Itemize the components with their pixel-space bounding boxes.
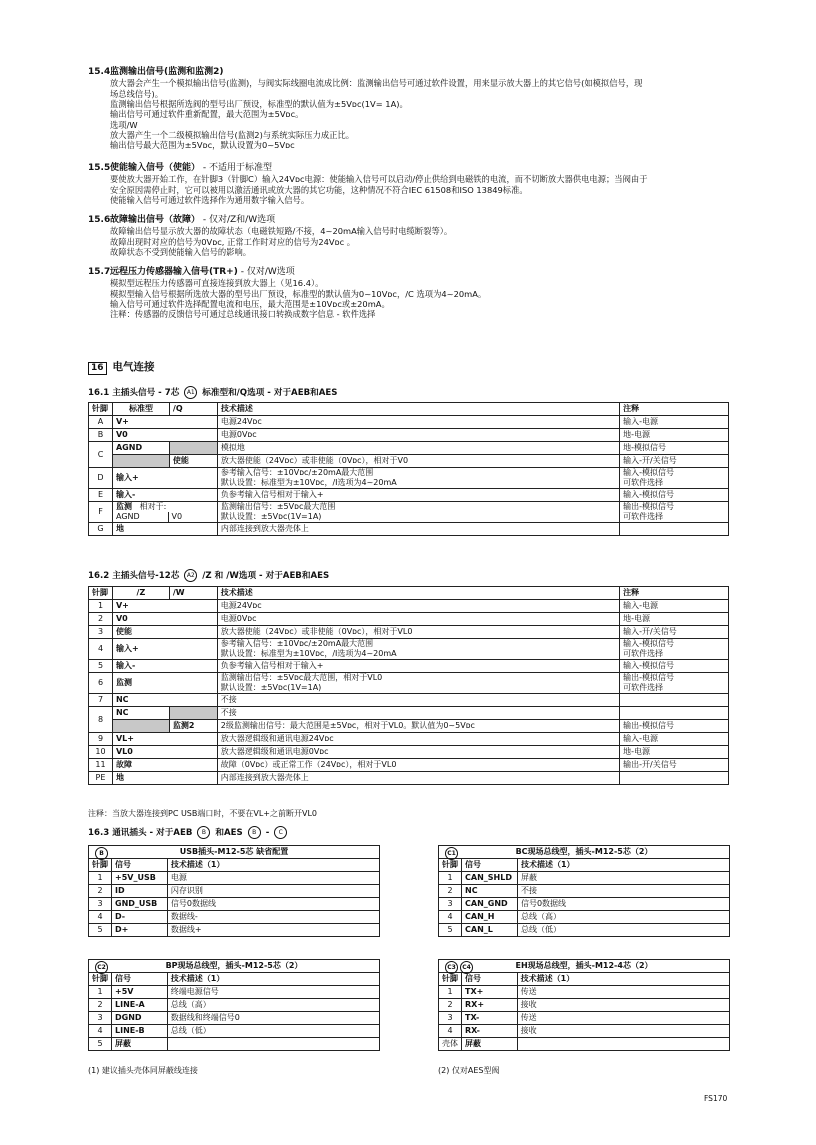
table-row: 3 GND_USB 信号0数据线 xyxy=(89,898,380,911)
table-row: 使能 放大器使能（24Vᴅᴄ）或非使能（0Vᴅᴄ），相对于V0 输入-开/关信号 xyxy=(89,455,729,468)
table-row: 2 V0 电源0Vᴅᴄ 地-电源 xyxy=(89,613,729,626)
table-bc: C1 BC现场总线型，插头-M12-5芯（2） 针脚 信号 技术描述（1） 1 CAN_SHLD 屏蔽 2 NC 不接 3 CAN_GND 信号0数据线 4 CAN_H 总线（高） 5 CAN_L 总线（低） xyxy=(438,845,730,937)
table-row: 4 输入+ 参考输入信号：±10Vᴅᴄ/±20mA最大范围 默认设置：标准型为±10Vᴅᴄ，/I选项为4~20mA 输入-模拟信号 可软件选择 xyxy=(89,639,729,660)
section-heading: 15.7远程压力传感器输入信号(TR+) - 仅对/W选项 xyxy=(88,267,295,277)
connector-b-icon: B xyxy=(95,847,108,860)
table-row: F 监测 相对于: AGND V0 监测输出信号：±5Vᴅᴄ最大范围 默认设置：±5Vᴅᴄ(1V=1A) 输出-模拟信号 可软件选择 xyxy=(89,502,729,523)
table-row: D 输入+ 参考输入信号：±10Vᴅᴄ/±20mA最大范围 默认设置：标准型为±10Vᴅᴄ，/I选项为4~20mA 输入-模拟信号 可软件选择 xyxy=(89,468,729,489)
section-15-4 xyxy=(88,67,728,151)
table-header: 针脚 /Z /W 技术描述 注释 xyxy=(89,587,729,600)
table-header: 针脚 信号 技术描述（1） xyxy=(89,973,380,986)
section-heading: 15.4监测输出信号(监测和监测2) xyxy=(88,67,224,77)
table-usb: B USB插头-M12-5芯 缺省配置 针脚 信号 技术描述（1） 1 +5V_USB 电源 2 ID 闪存识别 3 GND_USB 信号0数据线 4 D- 数据线- 5 D+ 数据线+ xyxy=(88,845,380,937)
table-row: 2 NC 不接 xyxy=(439,885,730,898)
table-row: 9 VL+ 放大器逻辑级和通讯电源24Vᴅᴄ 输入-电源 xyxy=(89,733,729,746)
table-bp: C2 BP现场总线型，插头-M12-5芯（2） 针脚 信号 技术描述（1） 1 +5V 终端电源信号 2 LINE-A 总线（高） 3 DGND 数据线和终端信号0 4 LINE-B 总线（低） 5 屏蔽 xyxy=(88,959,380,1051)
table-row: 11 故障 故障（0Vᴅᴄ）或正常工作（24Vᴅᴄ），相对于VL0 输出-开/关信号 xyxy=(89,759,729,772)
connector-c3-icon: C3 xyxy=(445,961,458,974)
table-row: 1 CAN_SHLD 屏蔽 xyxy=(439,872,730,885)
page-number: FS170 xyxy=(704,1094,728,1103)
connector-c-icon: C xyxy=(274,826,287,839)
section-body: 故障输出信号显示放大器的故障状态（电磁铁短路/不接，4~20mA输入信号时电缆断裂等）。 故障出现时对应的信号为0Vᴅᴄ, 正常工作时对应的信号为24Vᴅᴄ 。 故障状态不受到使能输入信号的影响。 xyxy=(110,226,453,257)
table-header: 针脚 信号 技术描述（1） xyxy=(89,859,380,872)
table-row: 4 D- 数据线- xyxy=(89,911,380,924)
table-row: 3 DGND 数据线和终端信号0 xyxy=(89,1012,380,1025)
table-16-2-title: 16.2 主插头信号-12芯 A2 /Z 和 /W选项 - 对于AEB和AES xyxy=(88,571,330,581)
table-row: 2 RX+ 接收 xyxy=(439,999,730,1012)
table-16-2 xyxy=(88,586,729,785)
connector-a2-icon: A2 xyxy=(184,569,197,582)
table-row: 10 VL0 放大器逻辑级和通讯电源0Vᴅᴄ 地-电源 xyxy=(89,746,729,759)
connector-c2-icon: C2 xyxy=(95,961,108,974)
section-15-5 xyxy=(88,163,728,205)
section-body: 模拟型远程压力传感器可直接连接到放大器上（见16.4）。 模拟型输入信号根据所选放大器的型号出厂预设，标准型的默认值为0~10Vᴅᴄ，/C 选项为4~20mA。 输入信号可通过软件选择配置电流和电压，最大范围是±10Vᴅᴄ或±20mA。 注释：传感器的反馈信号可通过总线通讯接口转换成数字信息 - 软件选择 xyxy=(110,278,487,320)
table-row: 5 D+ 数据线+ xyxy=(89,924,380,937)
table-row: 5 屏蔽 xyxy=(89,1038,380,1051)
table-header: 针脚 标准型 /Q 技术描述 注释 xyxy=(89,403,729,416)
table-16-2-note: 注释：当放大器连接到PC USB端口时，不要在VL+之前断开VL0 xyxy=(88,809,318,818)
section-15-6 xyxy=(88,215,728,257)
connector-b-icon: B xyxy=(197,826,210,839)
section-body: 要使放大器开始工作，在针脚3（针脚C）输入24Vᴅᴄ电源：使能输入信号可以启动/停止供给到电磁铁的电流，而不切断放大器供电电源；当阀由于 安全原因需停止时，它可以被用以激活通讯或放大器的其它功能，这种情况不符合IEC 61508和ISO 13849标准。 使能输入信号可通过软件选择作为通用数字输入信号。 xyxy=(110,174,648,205)
table-row: C AGND 模拟地 地-模拟信号 xyxy=(89,442,729,455)
table-row: 3 TX- 传送 xyxy=(439,1012,730,1025)
table-eh: C3 C4 EH现场总线型，插头-M12-4芯（2） 针脚 信号 技术描述（1） 1 TX+ 传送 2 RX+ 接收 3 TX- 传送 4 RX- 接收 壳体 屏蔽 xyxy=(438,959,730,1051)
table-row: 8 NC 不接 xyxy=(89,707,729,720)
table-row: 4 RX- 接收 xyxy=(439,1025,730,1038)
connector-b-icon: B xyxy=(248,826,261,839)
table-row: A V+ 电源24Vᴅᴄ 输入-电源 xyxy=(89,416,729,429)
section-heading: 15.5使能输入信号（使能） - 不适用于标准型 xyxy=(88,163,272,173)
section-body: 放大器会产生一个模拟输出信号(监测)，与阀实际线圈电流成比例：监测输出信号可通过软件设置，用来显示放大器上的其它信号(如模拟信号，现 场总线信号)。 监测输出信号根据所选阀的型号出厂预设，标准型的默认值为±5Vᴅᴄ(1V= 1A)。 输出信号可通过软件重新配置，最大范围为±5Vᴅᴄ。 选项/W 放大器产生一个二级模拟输出信号(监测2)与系统实际压力成正比。 输出信号最大范围为±5Vᴅᴄ，默认设置为0~5Vᴅᴄ xyxy=(110,78,643,151)
table-row: 3 CAN_GND 信号0数据线 xyxy=(439,898,730,911)
footnote-2: (2) 仅对AES型阀 xyxy=(438,1066,500,1075)
table-row: 监测2 2级监测输出信号：最大范围是±5Vᴅᴄ，相对于VL0。默认值为0~5Vᴅᴄ 输出-模拟信号 xyxy=(89,720,729,733)
table-row: 4 LINE-B 总线（低） xyxy=(89,1025,380,1038)
table-row: E 输入- 负参考输入信号相对于输入+ 输入-模拟信号 xyxy=(89,489,729,502)
table-row: 1 TX+ 传送 xyxy=(439,986,730,999)
table-row: 5 输入- 负参考输入信号相对于输入+ 输入-模拟信号 xyxy=(89,660,729,673)
table-row: 5 CAN_L 总线（低） xyxy=(439,924,730,937)
table-header: 针脚 信号 技术描述（1） xyxy=(439,859,730,872)
chapter-heading xyxy=(88,361,155,375)
table-row: PE 地 内部连接到放大器壳体上 xyxy=(89,772,729,785)
table-row: 3 使能 放大器使能（24Vᴅᴄ）或非使能（0Vᴅᴄ），相对于VL0 输入-开/关信号 xyxy=(89,626,729,639)
table-row: 1 +5V 终端电源信号 xyxy=(89,986,380,999)
chapter-title: 电气连接 xyxy=(112,361,155,373)
section-15-7 xyxy=(88,267,728,320)
table-row: 1 V+ 电源24Vᴅᴄ 输入-电源 xyxy=(89,600,729,613)
table-header: 针脚 信号 技术描述（1） xyxy=(439,973,730,986)
table-16-1-title: 16.1 主插头信号 - 7芯 A1 标准型和/Q选项 - 对于AEB和AES xyxy=(88,388,338,398)
table-row: 4 CAN_H 总线（高） xyxy=(439,911,730,924)
section-16-3-title: 16.3 通讯插头 - 对于AEB B 和AES B - C xyxy=(88,826,289,839)
table-row: 2 LINE-A 总线（高） xyxy=(89,999,380,1012)
table-row: 壳体 屏蔽 xyxy=(439,1038,730,1051)
connector-c1-icon: C1 xyxy=(445,847,458,860)
connector-c4-icon: C4 xyxy=(460,961,473,974)
table-16-1 xyxy=(88,402,729,536)
table-row: 7 NC 不接 xyxy=(89,694,729,707)
table-row: 6 监测 监测输出信号：±5Vᴅᴄ最大范围，相对于VL0 默认设置：±5Vᴅᴄ(1V=1A) 输出-模拟信号 可软件选择 xyxy=(89,673,729,694)
table-row: 1 +5V_USB 电源 xyxy=(89,872,380,885)
connector-a1-icon: A1 xyxy=(184,386,197,399)
table-row: G 地 内部连接到放大器壳体上 xyxy=(89,523,729,536)
table-row: 2 ID 闪存识别 xyxy=(89,885,380,898)
table-row: B V0 电源0Vᴅᴄ 地-电源 xyxy=(89,429,729,442)
footnote-1: (1) 建议插头壳体同屏蔽线连接 xyxy=(88,1066,198,1075)
section-heading: 15.6故障输出信号（故障） - 仅对/Z和/W选项 xyxy=(88,215,276,225)
chapter-number: 16 xyxy=(88,362,107,375)
